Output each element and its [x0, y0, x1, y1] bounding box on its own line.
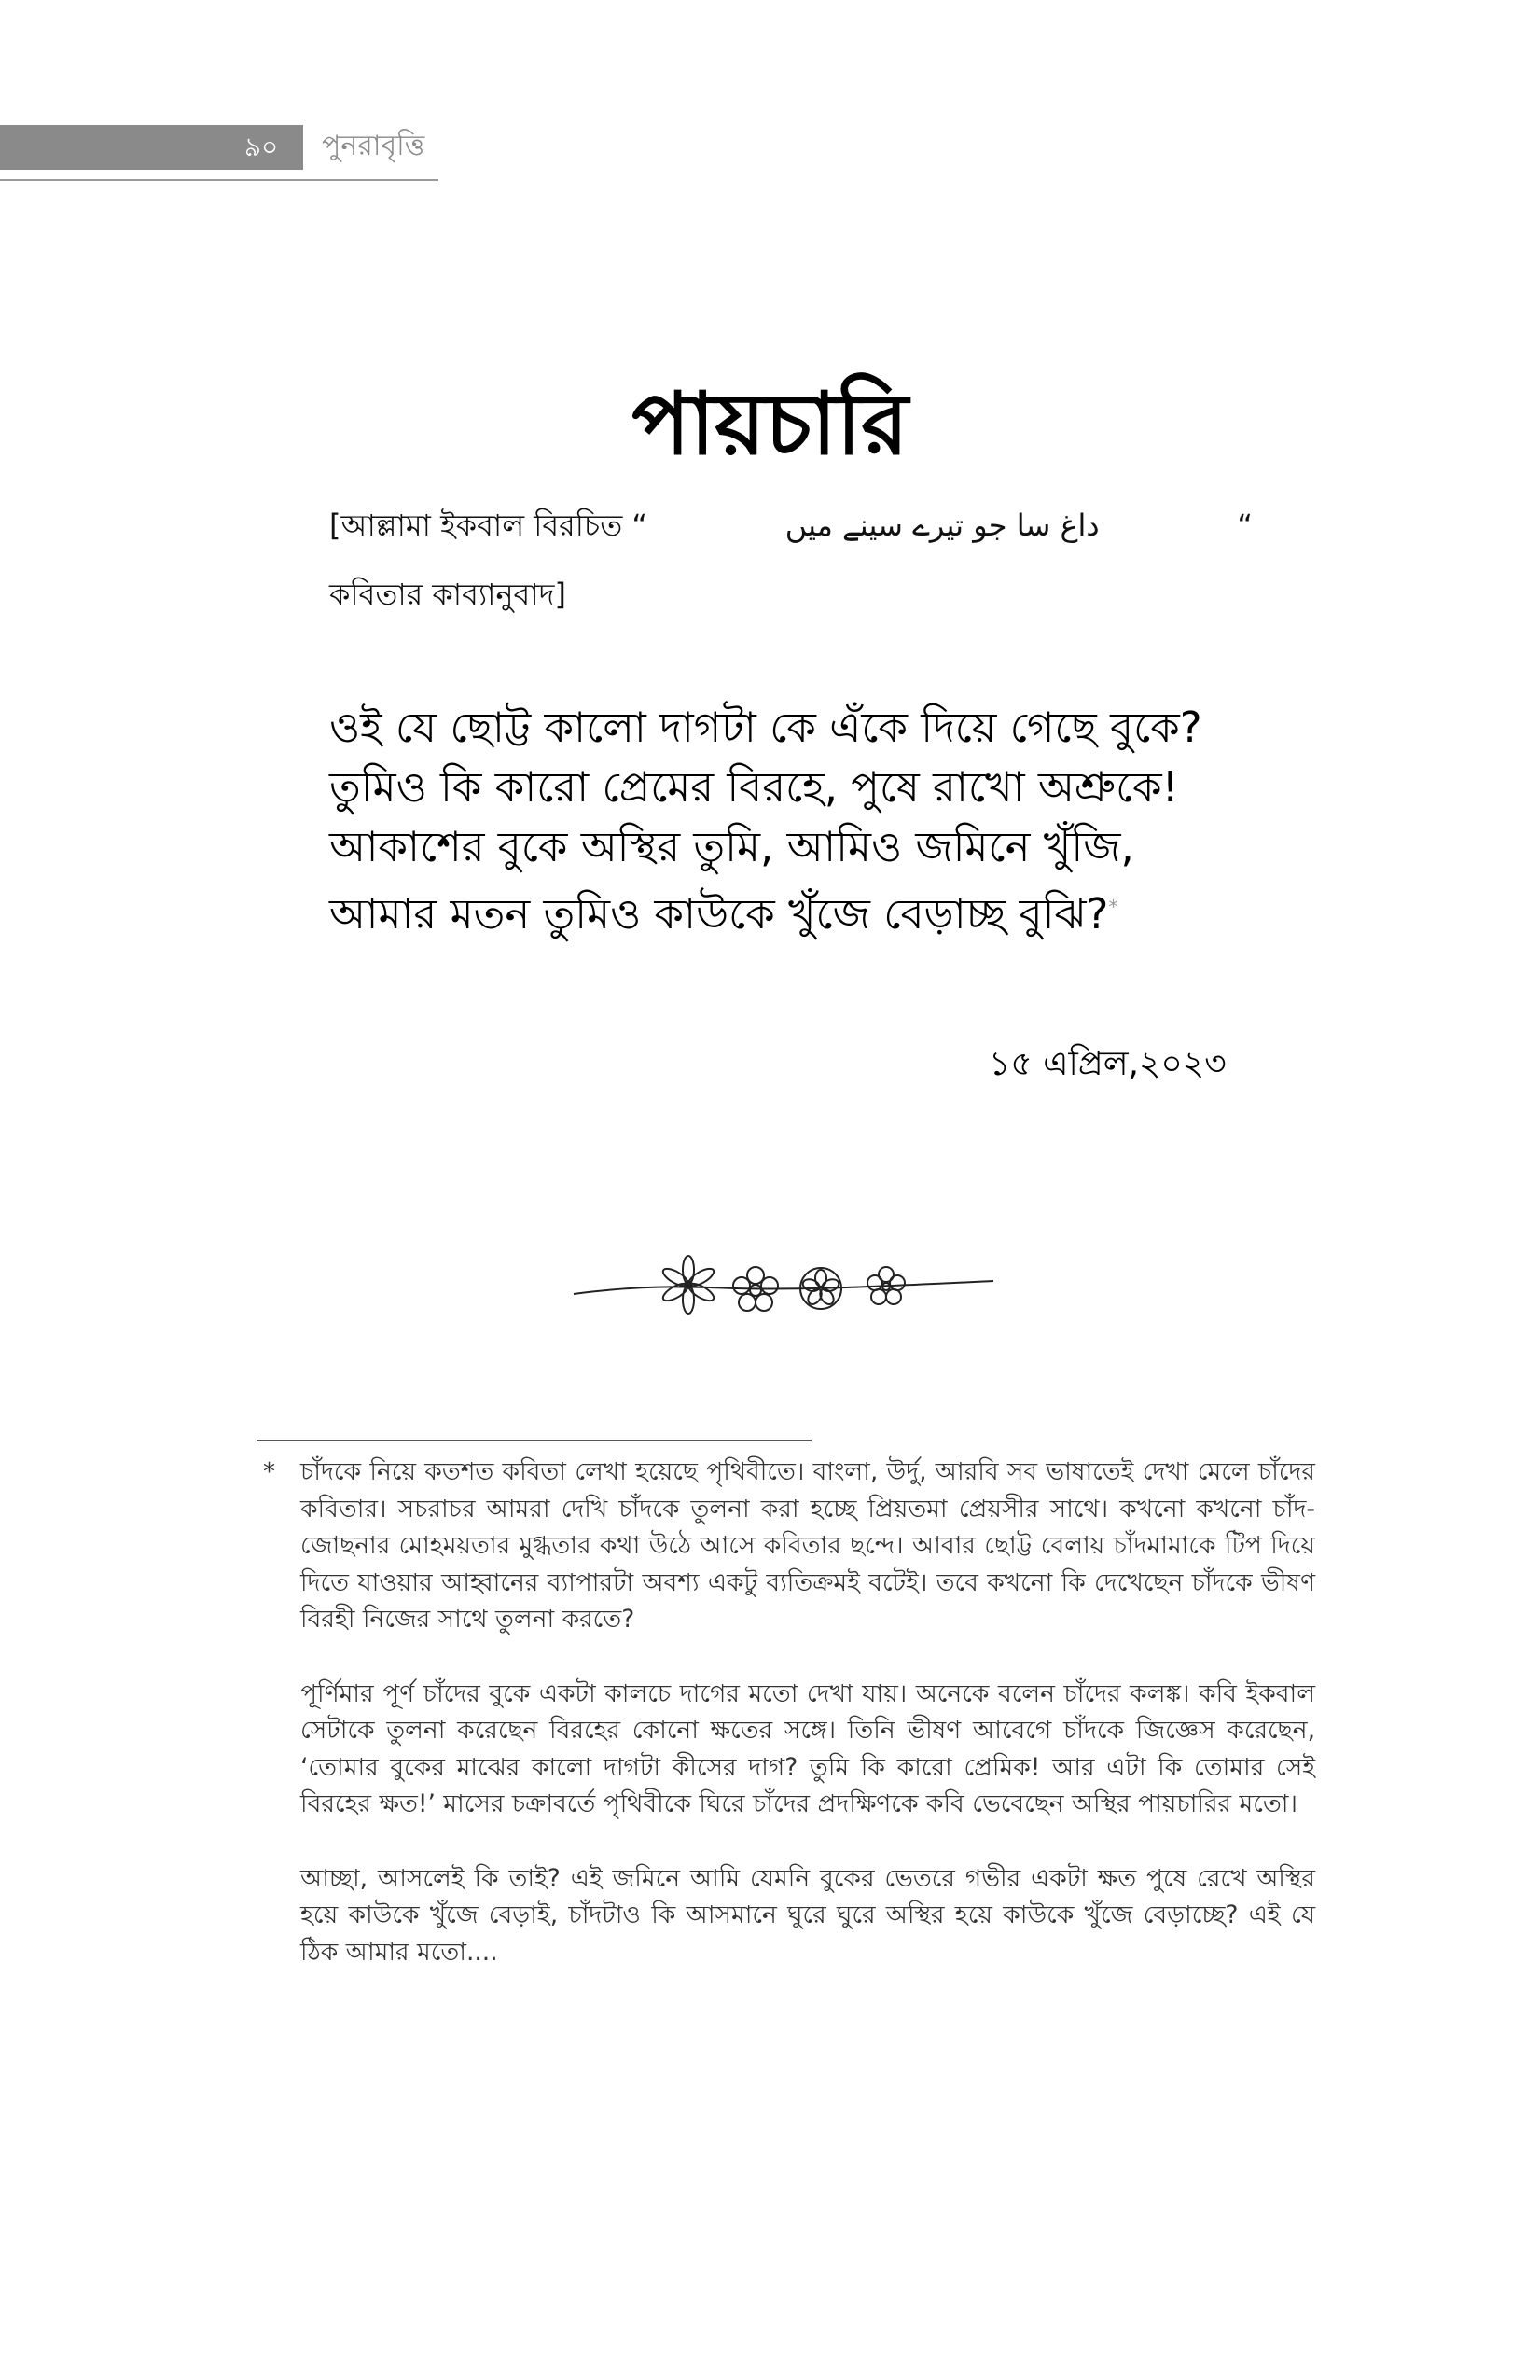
- subtitle-suffix: “: [1237, 508, 1253, 543]
- footnote-paragraph-2: পূর্ণিমার পূর্ণ চাঁদের বুকে একটা কালচে দাগের মতো দেখা যায়। অনেকে বলেন চাঁদের কলঙ্ক। কবি ইকবাল সেটাকে তুলনা করেছেন বিরহের কোনো ক্ষতের সঙ্গে। তিনি ভীষণ আবেগে চাঁদকে জিজ্ঞেস করেছেন, ‘তোমার বুকের মাঝের কালো দাগটা কীসের দাগ? তুমি কি কারো প্রেমিক! আর এটা কি তোমার সেই বিরহের ক্ষত!’ মাসের চক্রাবর্তে পৃথিবীকে ঘিরে চাঁদের প্রদক্ষিণকে কবি ভেবেছেন অস্থির পায়চারির মতো।: [300, 1678, 1315, 1818]
- poem-subtitle: [329, 504, 1253, 616]
- subtitle-line-2: কবিতার কাব্যানুবাদ]: [329, 577, 566, 612]
- poem-line-4-text: আমার মতন তুমিও কাউকে খুঁজে বেড়াচ্ছ বুঝি?: [329, 889, 1109, 939]
- poem-line-2: তুমিও কি কারো প্রেমের বিরহে, পুষে রাখো অশ্রুকে!: [329, 762, 1179, 812]
- subtitle-prefix: [আল্লামা ইকবাল বিরচিত “: [329, 508, 647, 543]
- footnote-reference: *: [1108, 896, 1118, 918]
- subtitle-line-1: [329, 504, 1253, 547]
- poem-line-4: [329, 877, 1262, 944]
- running-title: পুনরাবৃত্তি: [322, 130, 425, 162]
- poem-line-1: ওই যে ছোট্ট কালো দাগটা কে এঁকে দিয়ে গেছে বুকে?: [329, 703, 1202, 752]
- flower-divider-icon: [569, 1236, 998, 1339]
- header-rule: [0, 179, 438, 181]
- poem-title: পায়চারি: [631, 374, 909, 474]
- footnote: [300, 1454, 1315, 2008]
- poem-line-3: আকাশের বুকে অস্থির তুমি, আমিও জমিনে খুঁজি,: [329, 822, 1134, 871]
- poem-date: ১৫ এপ্রিল,২০২৩: [989, 1045, 1227, 1083]
- footnote-rule: [257, 1440, 812, 1441]
- footnote-marker: *: [263, 1458, 275, 1486]
- page-number: ৯০: [243, 132, 279, 162]
- poem-body: [329, 698, 1262, 944]
- footnote-paragraph-3: আচ্ছা, আসলেই কি তাই? এই জমিনে আমি যেমনি বুকের ভেতরে গভীর একটা ক্ষত পুষে রেখে অস্থির হয়ে কাউকে খুঁজে বেড়াই, চাঁদটাও কি আসমানে ঘুরে ঘুরে অস্থির হয়ে কাউকে খুঁজে বেড়াচ্ছে? এই যে ঠিক আমার মতো....: [300, 1863, 1315, 1967]
- footnote-paragraph-1: চাঁদকে নিয়ে কতশত কবিতা লেখা হয়েছে পৃথিবীতে। বাংলা, উর্দু, আরবি সব ভাষাতেই দেখা মেলে চাঁদের কবিতার। সচরাচর আমরা দেখি চাঁদকে তুলনা করা হচ্ছে প্রিয়তমা প্রেয়সীর সাথে। কখনো কখনো চাঁদ-জোছনার মোহময়তার মুগ্ধতার কথা উঠে আসে কবিতার ছন্দে। আবার ছোট্ট বেলায় চাঁদমামাকে টিপ দিয়ে দিতে যাওয়ার আহ্বানের ব্যাপারটা অবশ্য একটু ব্যতিক্রমই বটেই। তবে কখনো কি দেখেছেন চাঁদকে ভীষণ বিরহী নিজের সাথে তুলনা করতে?: [300, 1457, 1315, 1634]
- subtitle-urdu-title: داغ سا جو تیرے سینے میں: [784, 508, 1100, 543]
